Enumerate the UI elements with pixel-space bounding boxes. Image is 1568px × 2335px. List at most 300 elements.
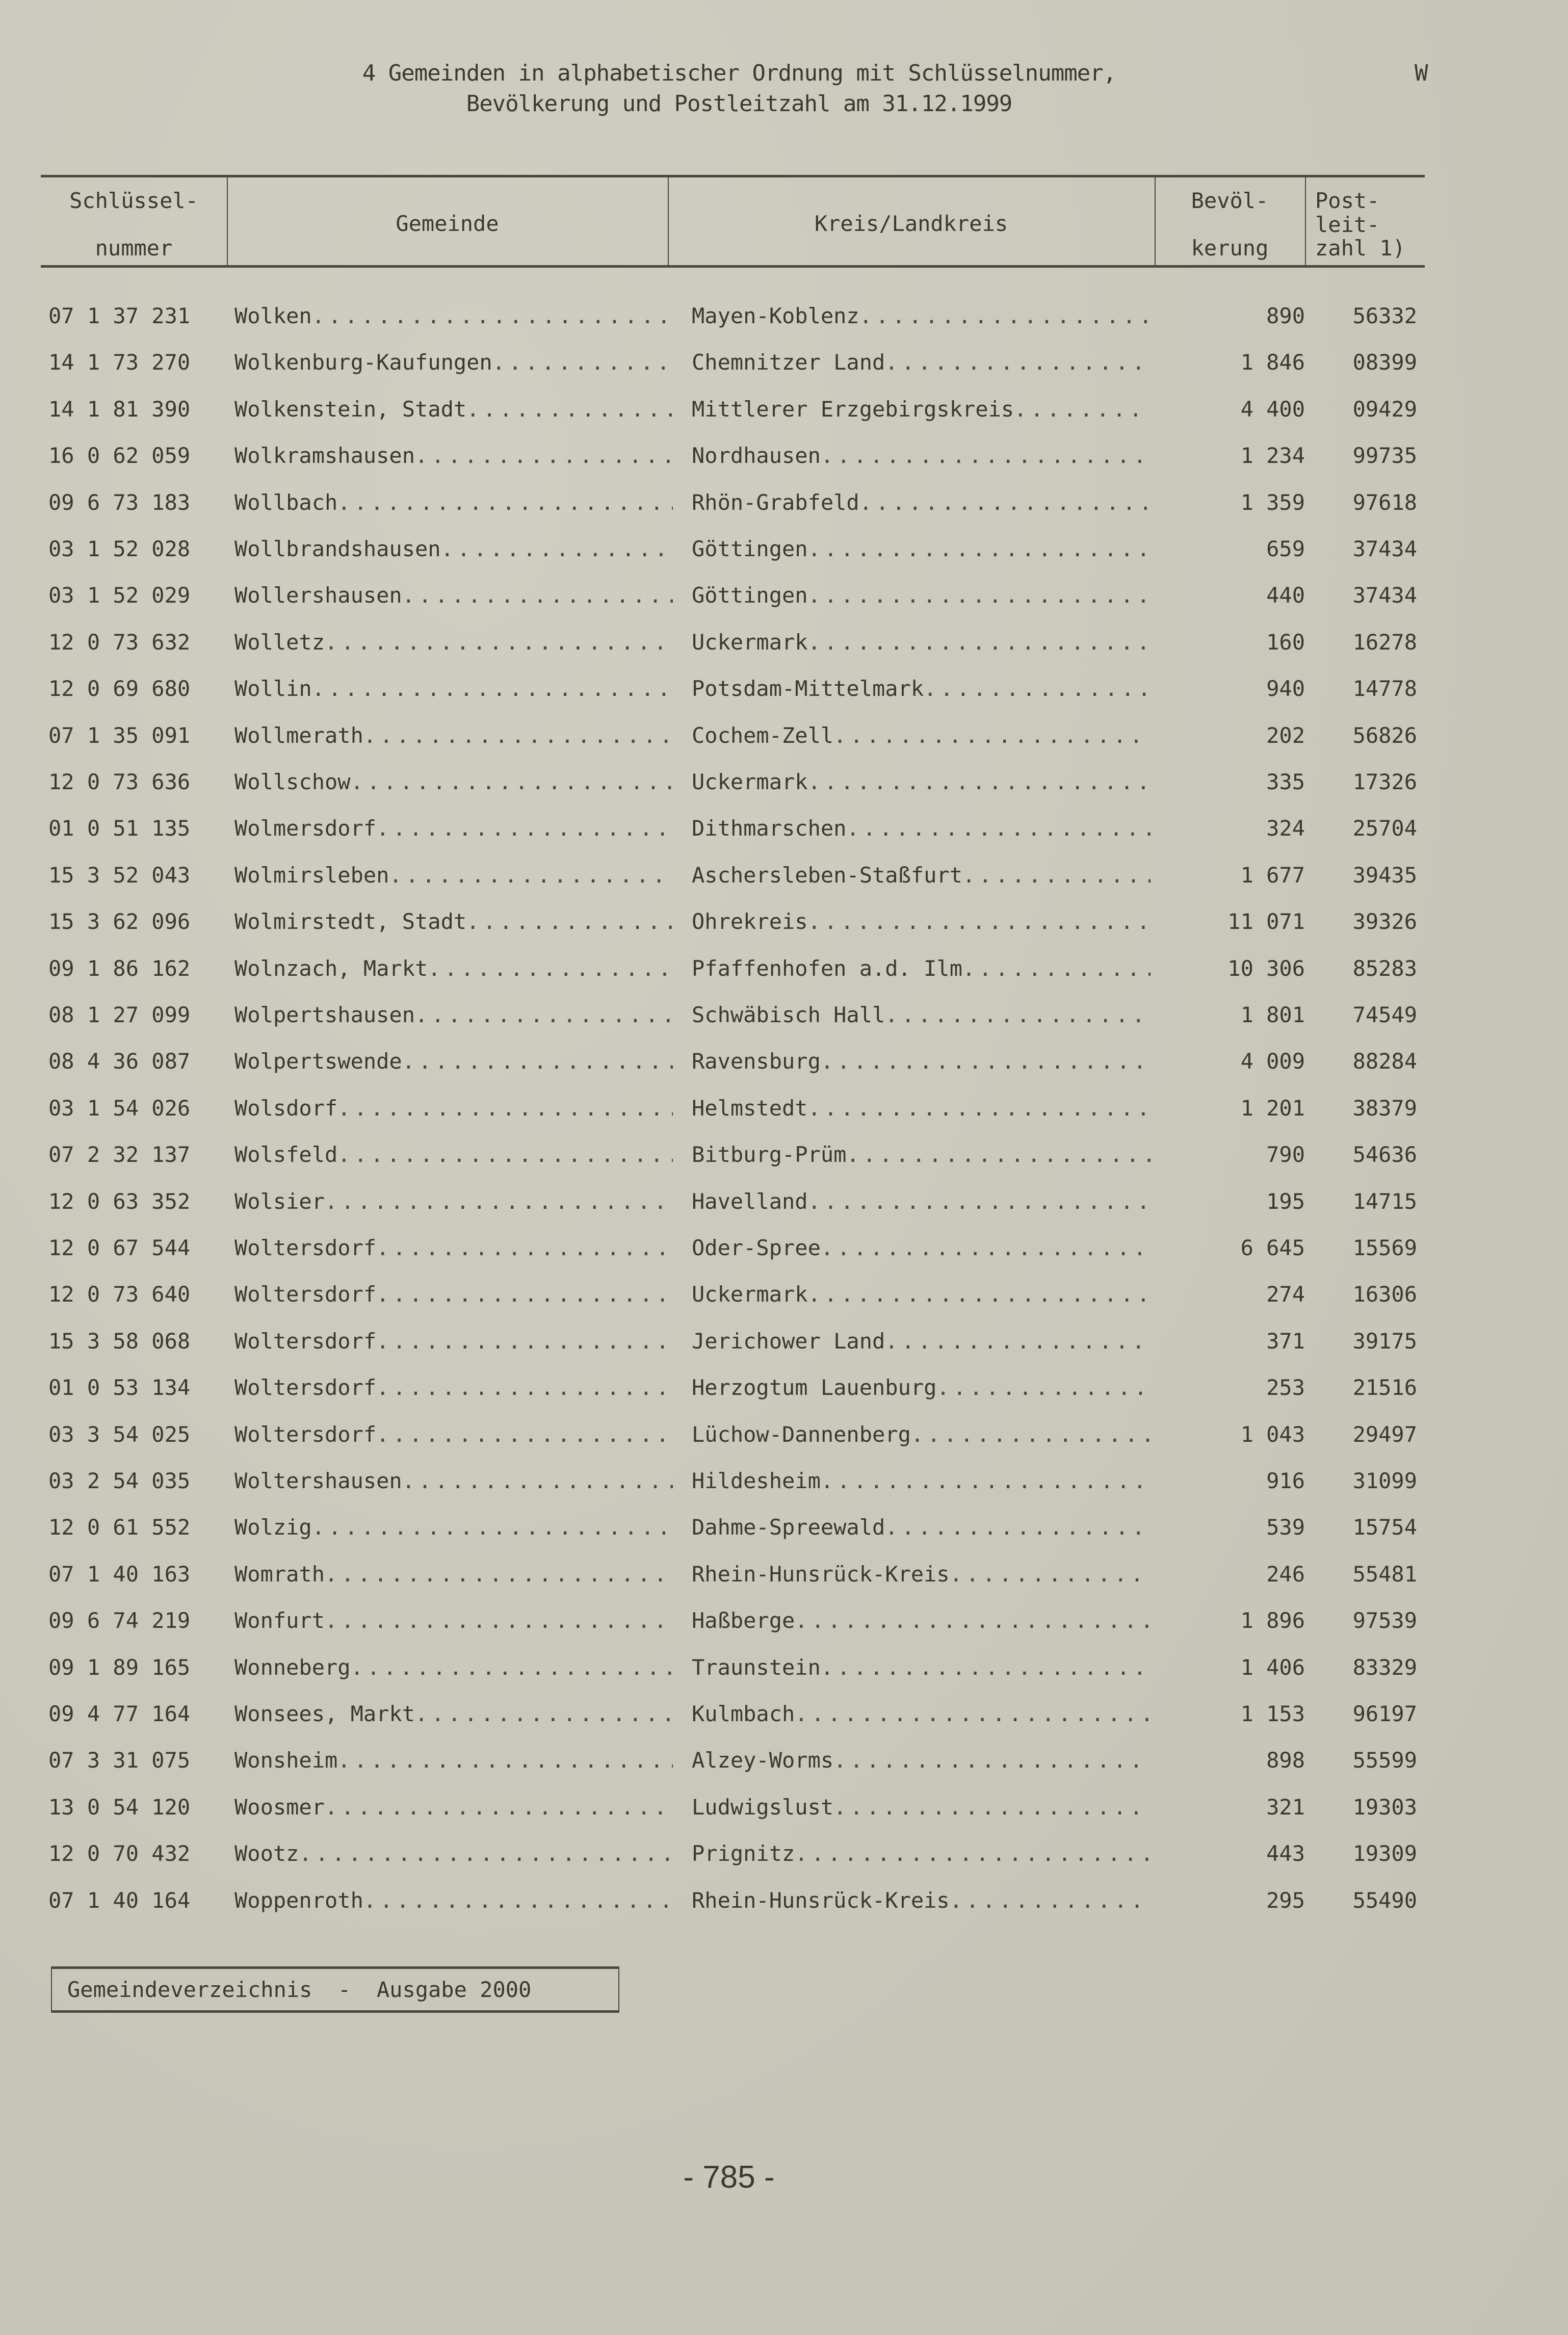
section-letter: W	[1415, 60, 1428, 86]
kreis-cell	[692, 863, 1151, 888]
population: 1 153	[1240, 1701, 1305, 1726]
population: 195	[1266, 1189, 1305, 1214]
leader-dots	[962, 956, 1151, 981]
leader-dots	[415, 1002, 673, 1027]
leader-dots	[466, 909, 673, 934]
key-number: 08 1 27 099	[48, 1002, 191, 1027]
kreis-name: Mayen-Koblenz	[692, 303, 859, 328]
postal-code: 74549	[1352, 1002, 1417, 1027]
gemeinde-name: Wolkenstein, Stadt	[234, 397, 467, 422]
key-number: 03 1 54 026	[48, 1096, 191, 1121]
gemeinde-name: Wollmerath	[234, 723, 363, 748]
kreis-name: Uckermark	[692, 769, 808, 794]
key-number: 03 1 52 028	[48, 536, 191, 561]
population: 1 234	[1240, 443, 1305, 468]
leader-dots	[962, 863, 1151, 888]
gemeinde-name: Woosmer	[234, 1795, 325, 1820]
kreis-cell	[692, 1189, 1151, 1214]
gemeinde-cell	[234, 1189, 673, 1214]
gemeinde-cell	[234, 1562, 673, 1587]
table-row	[0, 1096, 1568, 1126]
leader-dots	[846, 1142, 1151, 1167]
kreis-name: Nordhausen	[692, 443, 821, 468]
kreis-cell	[692, 1888, 1151, 1913]
gemeinde-cell	[234, 1235, 673, 1260]
table-row	[0, 723, 1568, 754]
population: 916	[1266, 1468, 1305, 1493]
gemeinde-cell	[234, 1795, 673, 1820]
population: 1 896	[1240, 1608, 1305, 1633]
table-row	[0, 1142, 1568, 1173]
kreis-name: Rhein-Hunsrück-Kreis	[692, 1888, 950, 1913]
population: 1 406	[1240, 1655, 1305, 1680]
leader-dots	[376, 816, 673, 841]
postal-code: 56826	[1352, 723, 1417, 748]
gemeinde-cell	[234, 863, 673, 888]
population: 335	[1266, 769, 1305, 794]
table-header	[41, 175, 1425, 268]
gemeinde-cell	[234, 1142, 673, 1167]
gemeinde-name: Wolmersdorf	[234, 816, 377, 841]
population: 11 071	[1227, 909, 1305, 934]
leader-dots	[808, 1282, 1151, 1307]
leader-dots	[415, 443, 673, 468]
leader-dots	[808, 1189, 1151, 1214]
table-row	[0, 816, 1568, 846]
kreis-name: Rhön-Grabfeld	[692, 490, 859, 515]
kreis-cell	[692, 816, 1151, 841]
gemeinde-name: Wolpertswende	[234, 1049, 402, 1074]
key-number: 12 0 69 680	[48, 676, 191, 701]
table-row	[0, 769, 1568, 800]
table-row	[0, 490, 1568, 521]
leader-dots	[492, 350, 673, 375]
key-number: 12 0 73 636	[48, 769, 191, 794]
kreis-cell	[692, 1282, 1151, 1307]
table-row	[0, 1189, 1568, 1220]
kreis-name: Lüchow-Dannenberg	[692, 1422, 911, 1447]
gemeinde-cell	[234, 1515, 673, 1540]
key-number: 12 0 63 352	[48, 1189, 191, 1214]
table-row	[0, 397, 1568, 427]
table-row	[0, 303, 1568, 334]
leader-dots	[833, 1795, 1151, 1820]
leader-dots	[299, 1841, 673, 1866]
leader-dots	[833, 723, 1151, 748]
table-row	[0, 1795, 1568, 1825]
kreis-name: Helmstedt	[692, 1096, 808, 1121]
leader-dots	[808, 536, 1151, 561]
gemeinde-name: Woltersdorf	[234, 1235, 377, 1260]
postal-code: 38379	[1352, 1096, 1417, 1121]
population: 1 846	[1240, 350, 1305, 375]
population: 246	[1266, 1562, 1305, 1587]
population: 940	[1266, 676, 1305, 701]
kreis-cell	[692, 1748, 1151, 1773]
population: 890	[1266, 303, 1305, 328]
population: 1 201	[1240, 1096, 1305, 1121]
population: 253	[1266, 1375, 1305, 1400]
kreis-cell	[692, 350, 1151, 375]
gemeinde-cell	[234, 490, 673, 515]
gemeinde-name: Wollbach	[234, 490, 338, 515]
kreis-name: Aschersleben-Staßfurt	[692, 863, 963, 888]
key-number: 16 0 62 059	[48, 443, 191, 468]
key-number: 01 0 53 134	[48, 1375, 191, 1400]
gemeinde-name: Wonfurt	[234, 1608, 325, 1633]
leader-dots	[376, 1235, 673, 1260]
kreis-name: Traunstein	[692, 1655, 821, 1680]
gemeinde-cell	[234, 630, 673, 655]
population: 898	[1266, 1748, 1305, 1773]
gemeinde-name: Woltershausen	[234, 1468, 402, 1493]
leader-dots	[337, 490, 673, 515]
kreis-name: Uckermark	[692, 1282, 808, 1307]
gemeinde-name: Wolpertshausen	[234, 1002, 415, 1027]
kreis-name: Havelland	[692, 1189, 808, 1214]
gemeinde-cell	[234, 1748, 673, 1773]
header-gemeinde: Gemeinde	[396, 211, 499, 236]
kreis-name: Ohrekreis	[692, 909, 808, 934]
kreis-name: Dithmarschen	[692, 816, 847, 841]
table-row	[0, 1841, 1568, 1872]
leader-dots	[808, 583, 1151, 608]
gemeinde-cell	[234, 1841, 673, 1866]
gemeinde-cell	[234, 443, 673, 468]
kreis-name: Haßberge	[692, 1608, 795, 1633]
postal-code: 85283	[1352, 956, 1417, 981]
gemeinde-name: Wootz	[234, 1841, 299, 1866]
postal-code: 37434	[1352, 536, 1417, 561]
gemeinde-name: Wolsier	[234, 1189, 325, 1214]
leader-dots	[337, 1096, 673, 1121]
table-row	[0, 630, 1568, 660]
gemeinde-name: Woltersdorf	[234, 1329, 377, 1354]
postal-code: 29497	[1352, 1422, 1417, 1447]
gemeinde-name: Wollbrandshausen	[234, 536, 441, 561]
population: 440	[1266, 583, 1305, 608]
key-number: 12 0 67 544	[48, 1235, 191, 1260]
table-row	[0, 1562, 1568, 1592]
table-row	[0, 350, 1568, 380]
leader-dots	[428, 956, 673, 981]
gemeinde-cell	[234, 1888, 673, 1913]
kreis-cell	[692, 909, 1151, 934]
kreis-name: Prignitz	[692, 1841, 795, 1866]
population: 539	[1266, 1515, 1305, 1540]
leader-dots	[363, 723, 673, 748]
gemeinde-cell	[234, 1096, 673, 1121]
gemeinde-cell	[234, 1002, 673, 1027]
leader-dots	[415, 1701, 673, 1726]
gemeinde-cell	[234, 1655, 673, 1680]
leader-dots	[846, 816, 1151, 841]
leader-dots	[859, 303, 1151, 328]
postal-code: 19303	[1352, 1795, 1417, 1820]
kreis-name: Cochem-Zell	[692, 723, 834, 748]
gemeinde-cell	[234, 350, 673, 375]
leader-dots	[795, 1701, 1151, 1726]
column-divider	[1305, 177, 1306, 265]
postal-code: 15569	[1352, 1235, 1417, 1260]
kreis-cell	[692, 1468, 1151, 1493]
leader-dots	[325, 1795, 673, 1820]
leader-dots	[441, 536, 673, 561]
key-number: 07 1 37 231	[48, 303, 191, 328]
kreis-cell	[692, 443, 1151, 468]
header-bev-line-1: Bevöl-	[1191, 188, 1269, 213]
leader-dots	[950, 1562, 1151, 1587]
population: 4 400	[1240, 397, 1305, 422]
population: 790	[1266, 1142, 1305, 1167]
gemeinde-name: Wolmirsleben	[234, 863, 389, 888]
key-number: 07 3 31 075	[48, 1748, 191, 1773]
leader-dots	[821, 443, 1151, 468]
postal-code: 15754	[1352, 1515, 1417, 1540]
leader-dots	[950, 1888, 1151, 1913]
gemeinde-cell	[234, 909, 673, 934]
leader-dots	[312, 303, 673, 328]
edition-box	[51, 1966, 619, 2013]
edition-text: Gemeindeverzeichnis - Ausgabe 2000	[67, 1977, 532, 2002]
key-number: 12 0 73 640	[48, 1282, 191, 1307]
key-number: 09 4 77 164	[48, 1701, 191, 1726]
leader-dots	[885, 350, 1151, 375]
kreis-cell	[692, 1329, 1151, 1354]
kreis-name: Uckermark	[692, 630, 808, 655]
kreis-cell	[692, 1049, 1151, 1074]
kreis-cell	[692, 1701, 1151, 1726]
population: 202	[1266, 723, 1305, 748]
key-number: 01 0 51 135	[48, 816, 191, 841]
table-row	[0, 1888, 1568, 1918]
gemeinde-cell	[234, 956, 673, 981]
population: 1 359	[1240, 490, 1305, 515]
gemeinde-name: Woltersdorf	[234, 1282, 377, 1307]
postal-code: 16306	[1352, 1282, 1417, 1307]
gemeinde-name: Wolken	[234, 303, 312, 328]
leader-dots	[795, 1841, 1151, 1866]
key-number: 12 0 70 432	[48, 1841, 191, 1866]
leader-dots	[911, 1422, 1151, 1447]
leader-dots	[924, 676, 1151, 701]
key-number: 13 0 54 120	[48, 1795, 191, 1820]
kreis-name: Pfaffenhofen a.d. Ilm	[692, 956, 963, 981]
key-number: 09 6 73 183	[48, 490, 191, 515]
gemeinde-cell	[234, 816, 673, 841]
postal-code: 16278	[1352, 630, 1417, 655]
table-row	[0, 1329, 1568, 1359]
gemeinde-cell	[234, 1049, 673, 1074]
gemeinde-cell	[234, 1329, 673, 1354]
gemeinde-name: Wolnzach, Markt	[234, 956, 428, 981]
postal-code: 54636	[1352, 1142, 1417, 1167]
leader-dots	[402, 583, 673, 608]
postal-code: 19309	[1352, 1841, 1417, 1866]
leader-dots	[808, 909, 1151, 934]
kreis-name: Potsdam-Mittelmark	[692, 676, 924, 701]
leader-dots	[821, 1655, 1151, 1680]
kreis-cell	[692, 1002, 1151, 1027]
kreis-cell	[692, 676, 1151, 701]
key-number: 15 3 52 043	[48, 863, 191, 888]
header-kreis: Kreis/Landkreis	[814, 211, 1008, 236]
gemeinde-name: Wollin	[234, 676, 312, 701]
table-row	[0, 536, 1568, 567]
kreis-cell	[692, 490, 1151, 515]
header-plz-line-2: leit-	[1315, 212, 1380, 237]
kreis-name: Ludwigslust	[692, 1795, 834, 1820]
gemeinde-cell	[234, 1375, 673, 1400]
gemeinde-name: Woltersdorf	[234, 1422, 377, 1447]
key-number: 15 3 58 068	[48, 1329, 191, 1354]
population: 1 677	[1240, 863, 1305, 888]
gemeinde-name: Wolsfeld	[234, 1142, 338, 1167]
leader-dots	[325, 1608, 673, 1633]
gemeinde-name: Wolkenburg-Kaufungen	[234, 350, 492, 375]
leader-dots	[312, 676, 673, 701]
leader-dots	[363, 1888, 673, 1913]
leader-dots	[795, 1608, 1151, 1633]
leader-dots	[821, 1235, 1151, 1260]
key-number: 14 1 73 270	[48, 350, 191, 375]
kreis-cell	[692, 630, 1151, 655]
kreis-cell	[692, 1841, 1151, 1866]
kreis-name: Rhein-Hunsrück-Kreis	[692, 1562, 950, 1587]
gemeinde-cell	[234, 303, 673, 328]
postal-code: 97618	[1352, 490, 1417, 515]
table-row	[0, 1049, 1568, 1079]
key-number: 14 1 81 390	[48, 397, 191, 422]
postal-code: 97539	[1352, 1608, 1417, 1633]
postal-code: 55490	[1352, 1888, 1417, 1913]
gemeinde-cell	[234, 1468, 673, 1493]
postal-code: 14715	[1352, 1189, 1417, 1214]
population: 295	[1266, 1888, 1305, 1913]
kreis-cell	[692, 1655, 1151, 1680]
population: 324	[1266, 816, 1305, 841]
leader-dots	[885, 1329, 1151, 1354]
kreis-name: Kulmbach	[692, 1701, 795, 1726]
kreis-name: Chemnitzer Land	[692, 350, 885, 375]
gemeinde-name: Wollschow	[234, 769, 351, 794]
leader-dots	[325, 1562, 673, 1587]
header-key-line-2: nummer	[95, 236, 173, 261]
postal-code: 39326	[1352, 909, 1417, 934]
postal-code: 14778	[1352, 676, 1417, 701]
kreis-cell	[692, 956, 1151, 981]
kreis-cell	[692, 769, 1151, 794]
leader-dots	[466, 397, 673, 422]
population: 160	[1266, 630, 1305, 655]
key-number: 03 2 54 035	[48, 1468, 191, 1493]
population: 4 009	[1240, 1049, 1305, 1074]
table-row	[0, 1002, 1568, 1033]
postal-code: 55599	[1352, 1748, 1417, 1773]
gemeinde-cell	[234, 723, 673, 748]
postal-code: 39435	[1352, 863, 1417, 888]
key-number: 08 4 36 087	[48, 1049, 191, 1074]
leader-dots	[325, 630, 673, 655]
gemeinde-cell	[234, 536, 673, 561]
table-row	[0, 909, 1568, 940]
key-number: 07 2 32 137	[48, 1142, 191, 1167]
leader-dots	[402, 1049, 673, 1074]
leader-dots	[808, 1096, 1151, 1121]
postal-code: 88284	[1352, 1049, 1417, 1074]
key-number: 12 0 73 632	[48, 630, 191, 655]
leader-dots	[351, 1655, 673, 1680]
gemeinde-cell	[234, 1701, 673, 1726]
gemeinde-name: Wolsdorf	[234, 1096, 338, 1121]
kreis-name: Herzogtum Lauenburg	[692, 1375, 937, 1400]
key-number: 03 1 52 029	[48, 583, 191, 608]
gemeinde-cell	[234, 1422, 673, 1447]
table-row	[0, 676, 1568, 707]
key-number: 09 1 89 165	[48, 1655, 191, 1680]
table-row	[0, 583, 1568, 613]
leader-dots	[389, 863, 673, 888]
page-number: - 785 -	[683, 2160, 775, 2195]
table-row	[0, 1515, 1568, 1545]
leader-dots	[337, 1748, 673, 1773]
kreis-name: Hildesheim	[692, 1468, 821, 1493]
leader-dots	[821, 1049, 1151, 1074]
postal-code: 83329	[1352, 1655, 1417, 1680]
kreis-cell	[692, 1795, 1151, 1820]
kreis-name: Schwäbisch Hall	[692, 1002, 885, 1027]
key-number: 09 6 74 219	[48, 1608, 191, 1633]
population: 371	[1266, 1329, 1305, 1354]
leader-dots	[351, 769, 673, 794]
postal-code: 39175	[1352, 1329, 1417, 1354]
gemeinde-name: Wolzig	[234, 1515, 312, 1540]
table-row	[0, 1701, 1568, 1732]
population: 1 801	[1240, 1002, 1305, 1027]
kreis-cell	[692, 1608, 1151, 1633]
leader-dots	[312, 1515, 673, 1540]
kreis-cell	[692, 303, 1151, 328]
table-row	[0, 1468, 1568, 1499]
population: 6 645	[1240, 1235, 1305, 1260]
header-plz-line-1: Post-	[1315, 188, 1380, 213]
table-row	[0, 1375, 1568, 1406]
postal-code: 96197	[1352, 1701, 1417, 1726]
leader-dots	[376, 1422, 673, 1447]
kreis-cell	[692, 536, 1151, 561]
postal-code: 99735	[1352, 443, 1417, 468]
key-number: 03 3 54 025	[48, 1422, 191, 1447]
page-title-line-1: 4 Gemeinden in alphabetischer Ordnung mit Schlüsselnummer,	[362, 60, 1116, 86]
gemeinde-name: Wonneberg	[234, 1655, 351, 1680]
table-row	[0, 1422, 1568, 1452]
leader-dots	[376, 1329, 673, 1354]
kreis-cell	[692, 1235, 1151, 1260]
key-number: 12 0 61 552	[48, 1515, 191, 1540]
postal-code: 08399	[1352, 350, 1417, 375]
postal-code: 09429	[1352, 397, 1417, 422]
postal-code: 25704	[1352, 816, 1417, 841]
table-row	[0, 863, 1568, 893]
gemeinde-cell	[234, 769, 673, 794]
postal-code: 31099	[1352, 1468, 1417, 1493]
kreis-name: Göttingen	[692, 583, 808, 608]
kreis-cell	[692, 1562, 1151, 1587]
header-key-line-1: Schlüssel-	[69, 188, 198, 213]
table-row	[0, 1235, 1568, 1266]
population: 443	[1266, 1841, 1305, 1866]
postal-code: 21516	[1352, 1375, 1417, 1400]
